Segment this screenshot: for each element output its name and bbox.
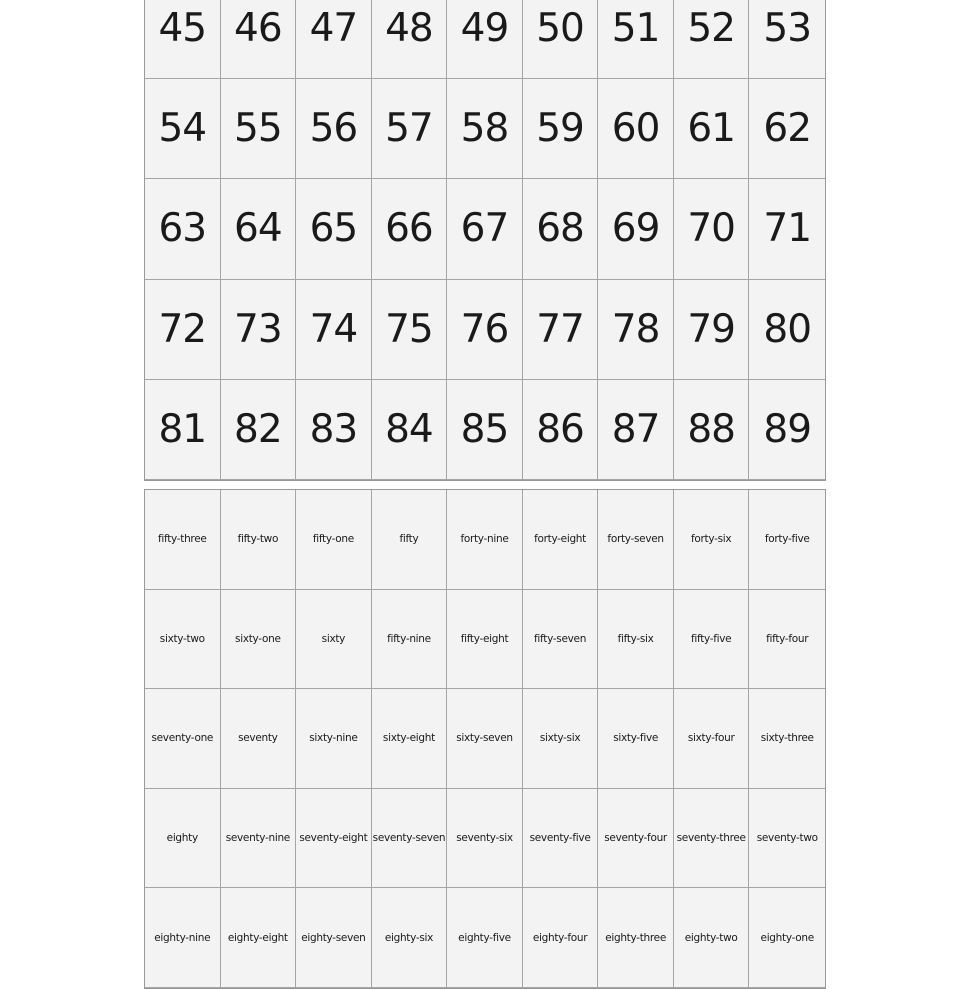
numeral-card: 74 (296, 280, 372, 380)
numeral-card: 77 (523, 280, 599, 380)
word-card: forty-six (674, 490, 750, 590)
numeral-card: 81 (145, 380, 221, 480)
numeral-card: 59 (523, 79, 599, 179)
word-card: sixty-seven (447, 689, 523, 789)
word-card: forty-nine (447, 490, 523, 590)
numeral-card: 62 (749, 79, 825, 179)
numeral-card: 88 (674, 380, 750, 480)
numeral-card: 55 (221, 79, 297, 179)
numeral-card: 46 (221, 0, 297, 79)
word-card: seventy-three (674, 789, 750, 889)
word-card: sixty-four (674, 689, 750, 789)
numeral-card: 66 (372, 179, 448, 279)
word-card: seventy (221, 689, 297, 789)
word-card: fifty-six (598, 590, 674, 690)
numeral-card: 78 (598, 280, 674, 380)
numeral-card: 64 (221, 179, 297, 279)
word-card: forty-eight (523, 490, 599, 590)
word-grid (145, 490, 825, 988)
word-card: eighty-three (598, 888, 674, 988)
numeral-card: 89 (749, 380, 825, 480)
numeral-card: 83 (296, 380, 372, 480)
numeral-card: 48 (372, 0, 448, 79)
word-card: sixty-two (145, 590, 221, 690)
word-card: seventy-four (598, 789, 674, 889)
word-card: seventy-eight (296, 789, 372, 889)
numeral-card: 67 (447, 179, 523, 279)
numeral-card: 72 (145, 280, 221, 380)
numeral-card: 87 (598, 380, 674, 480)
word-card: sixty-nine (296, 689, 372, 789)
word-card: eighty-one (749, 888, 825, 988)
numeral-card: 80 (749, 280, 825, 380)
numeral-card: 82 (221, 380, 297, 480)
numeral-card: 73 (221, 280, 297, 380)
word-card: eighty-seven (296, 888, 372, 988)
numeral-card: 50 (523, 0, 599, 79)
numeral-card: 65 (296, 179, 372, 279)
word-card: sixty-one (221, 590, 297, 690)
numeral-card: 71 (749, 179, 825, 279)
numeral-card: 51 (598, 0, 674, 79)
word-cards-sheet (144, 489, 826, 989)
numeral-card: 54 (145, 79, 221, 179)
word-card: forty-seven (598, 490, 674, 590)
word-card: fifty (372, 490, 448, 590)
word-card: fifty-seven (523, 590, 599, 690)
word-card: eighty-two (674, 888, 750, 988)
numeral-card: 47 (296, 0, 372, 79)
word-card: seventy-six (447, 789, 523, 889)
word-card: eighty-nine (145, 888, 221, 988)
word-card: eighty (145, 789, 221, 889)
word-card: sixty-three (749, 689, 825, 789)
numeral-card: 58 (447, 79, 523, 179)
numeral-card: 70 (674, 179, 750, 279)
word-card: seventy-nine (221, 789, 297, 889)
word-card: eighty-eight (221, 888, 297, 988)
numeral-card: 85 (447, 380, 523, 480)
numeral-card: 61 (674, 79, 750, 179)
word-card: seventy-one (145, 689, 221, 789)
numeral-card: 79 (674, 280, 750, 380)
word-card: fifty-one (296, 490, 372, 590)
numeral-card: 75 (372, 280, 448, 380)
numeral-card: 76 (447, 280, 523, 380)
word-card: forty-five (749, 490, 825, 590)
word-card: fifty-five (674, 590, 750, 690)
word-card: sixty-five (598, 689, 674, 789)
numeral-grid (145, 0, 825, 480)
word-card: seventy-five (523, 789, 599, 889)
numeral-card: 84 (372, 380, 448, 480)
numeral-cards-sheet (144, 0, 826, 481)
numeral-card: 56 (296, 79, 372, 179)
word-card: fifty-two (221, 490, 297, 590)
word-card: fifty-eight (447, 590, 523, 690)
numeral-card: 52 (674, 0, 750, 79)
numeral-card: 45 (145, 0, 221, 79)
numeral-card: 57 (372, 79, 448, 179)
numeral-card: 53 (749, 0, 825, 79)
word-card: fifty-three (145, 490, 221, 590)
word-card: seventy-two (749, 789, 825, 889)
word-card: eighty-six (372, 888, 448, 988)
numeral-card: 68 (523, 179, 599, 279)
word-card: fifty-nine (372, 590, 448, 690)
numeral-card: 69 (598, 179, 674, 279)
word-card: sixty-six (523, 689, 599, 789)
numeral-card: 63 (145, 179, 221, 279)
word-card: sixty (296, 590, 372, 690)
word-card: sixty-eight (372, 689, 448, 789)
word-card: eighty-five (447, 888, 523, 988)
word-card: fifty-four (749, 590, 825, 690)
numeral-card: 60 (598, 79, 674, 179)
word-card: seventy-seven (372, 789, 448, 889)
word-card: eighty-four (523, 888, 599, 988)
numeral-card: 49 (447, 0, 523, 79)
numeral-card: 86 (523, 380, 599, 480)
